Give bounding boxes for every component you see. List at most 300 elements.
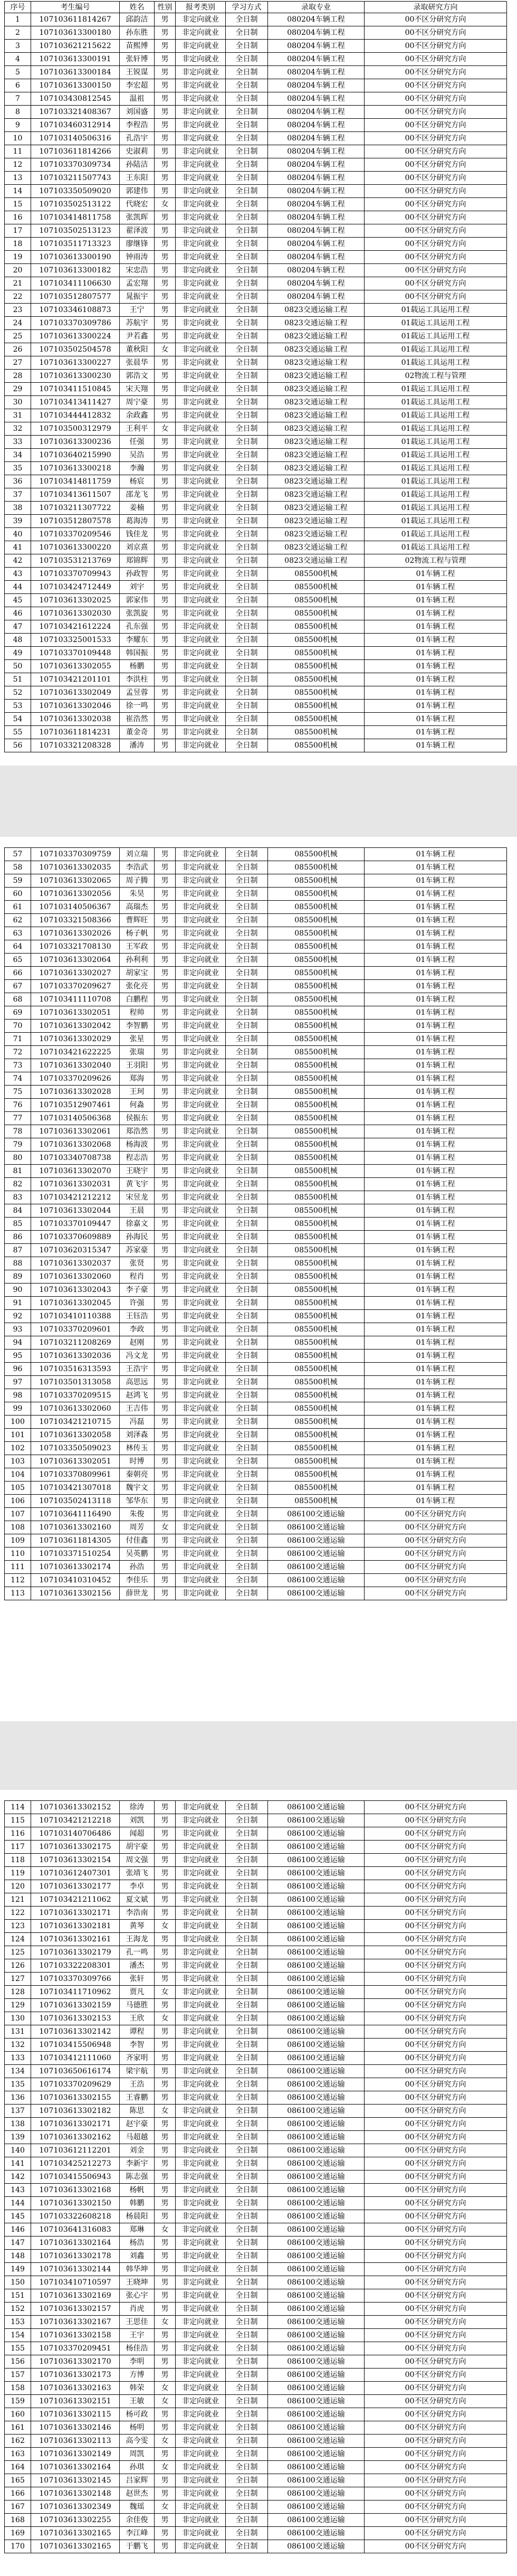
cell-major: 086100交通运输 bbox=[268, 1973, 365, 1986]
table-row bbox=[5, 1814, 507, 1827]
cell-major: 0823交通运输工程 bbox=[268, 541, 365, 554]
cell-direction: 00不区分研究方向 bbox=[365, 1801, 507, 1814]
cell-name: 韩华坤 bbox=[120, 2263, 155, 2276]
cell-direction: 01车辆工程 bbox=[365, 874, 507, 888]
cell-study-mode: 全日制 bbox=[226, 238, 268, 251]
cell-study-mode: 全日制 bbox=[226, 1986, 268, 1999]
cell-gender: 男 bbox=[155, 1363, 176, 1376]
table-row bbox=[5, 1986, 507, 1999]
cell-exam-id: 107103613302113 bbox=[31, 2435, 120, 2448]
cell-exam-id: 107103411106630 bbox=[31, 277, 120, 290]
table-row bbox=[5, 1231, 507, 1244]
cell-exam-id: 107103613300227 bbox=[31, 356, 120, 370]
cell-major: 086100交通运输 bbox=[268, 2408, 365, 2421]
cell-name: 高思远 bbox=[120, 1376, 155, 1389]
cell-direction: 00不区分研究方向 bbox=[365, 13, 507, 26]
table-row bbox=[5, 2474, 507, 2487]
cell-gender: 男 bbox=[155, 475, 176, 488]
cell-gender: 男 bbox=[155, 2157, 176, 2171]
cell-serial: 106 bbox=[5, 1495, 31, 1508]
cell-direction: 01载运工具运用工程 bbox=[365, 528, 507, 541]
cell-exam-id: 107103413611507 bbox=[31, 488, 120, 502]
page-separator bbox=[0, 1721, 517, 1790]
cell-name: 李程浩 bbox=[120, 119, 155, 132]
cell-direction: 01车辆工程 bbox=[365, 1244, 507, 1257]
cell-exam-id: 107103414811759 bbox=[31, 475, 120, 488]
table-row bbox=[5, 568, 507, 581]
cell-study-mode: 全日制 bbox=[226, 1231, 268, 1244]
cell-name: 王欣 bbox=[120, 2012, 155, 2025]
cell-name: 苗熙博 bbox=[120, 40, 155, 53]
cell-gender: 男 bbox=[155, 317, 176, 330]
cell-study-mode: 全日制 bbox=[226, 119, 268, 132]
table-row bbox=[5, 1482, 507, 1495]
cell-serial: 54 bbox=[5, 713, 31, 726]
cell-gender: 男 bbox=[155, 1257, 176, 1270]
cell-major: 0823交通运输工程 bbox=[268, 370, 365, 383]
cell-exam-id: 107103613302029 bbox=[31, 1033, 120, 1046]
cell-study-mode: 全日制 bbox=[226, 888, 268, 901]
cell-serial: 144 bbox=[5, 2197, 31, 2210]
cell-major: 0823交通运输工程 bbox=[268, 304, 365, 317]
cell-study-mode: 全日制 bbox=[226, 2131, 268, 2144]
cell-name: 于鹏飞 bbox=[120, 2540, 155, 2553]
cell-major: 086100交通运输 bbox=[268, 2289, 365, 2303]
cell-name: 方博 bbox=[120, 2369, 155, 2382]
table-row bbox=[5, 436, 507, 449]
cell-exam-id: 107103370309759 bbox=[31, 848, 120, 861]
cell-gender: 男 bbox=[155, 2052, 176, 2065]
cell-serial: 88 bbox=[5, 1257, 31, 1270]
cell-direction: 01载运工具运用工程 bbox=[365, 462, 507, 475]
cell-serial: 132 bbox=[5, 2039, 31, 2052]
cell-major: 086100交通运输 bbox=[268, 2118, 365, 2131]
header-cell: 姓名 bbox=[120, 2, 155, 13]
cell-gender: 男 bbox=[155, 1033, 176, 1046]
cell-name: 余政鑫 bbox=[120, 409, 155, 422]
cell-exam-id: 107103511713323 bbox=[31, 238, 120, 251]
cell-direction: 00不区分研究方向 bbox=[365, 2395, 507, 2408]
cell-gender: 男 bbox=[155, 2369, 176, 2382]
cell-direction: 01车辆工程 bbox=[365, 1363, 507, 1376]
cell-category: 非定向就业 bbox=[176, 2012, 226, 2025]
cell-exam-id: 107103613302142 bbox=[31, 2025, 120, 2039]
cell-study-mode: 全日制 bbox=[226, 1920, 268, 1933]
cell-direction: 00不区分研究方向 bbox=[365, 1841, 507, 1854]
cell-major: 085500机械 bbox=[268, 1006, 365, 1020]
cell-major: 085500机械 bbox=[268, 686, 365, 700]
cell-gender: 女 bbox=[155, 1521, 176, 1534]
cell-major: 086100交通运输 bbox=[268, 2157, 365, 2171]
cell-study-mode: 全日制 bbox=[226, 2052, 268, 2065]
cell-gender: 女 bbox=[155, 2223, 176, 2237]
cell-serial: 84 bbox=[5, 1204, 31, 1218]
cell-direction: 00不区分研究方向 bbox=[365, 211, 507, 224]
cell-study-mode: 全日制 bbox=[226, 515, 268, 528]
cell-name: 张瑞 bbox=[120, 1046, 155, 1059]
cell-direction: 01载运工具运用工程 bbox=[365, 488, 507, 502]
cell-category: 非定向就业 bbox=[176, 422, 226, 436]
cell-name: 高瑞杰 bbox=[120, 901, 155, 914]
cell-name: 邹华东 bbox=[120, 1495, 155, 1508]
cell-direction: 01载运工具运用工程 bbox=[365, 330, 507, 343]
cell-study-mode: 全日制 bbox=[226, 1363, 268, 1376]
cell-serial: 1 bbox=[5, 13, 31, 26]
cell-serial: 64 bbox=[5, 940, 31, 954]
cell-name: 孙利利 bbox=[120, 954, 155, 967]
cell-direction: 01车辆工程 bbox=[365, 901, 507, 914]
table-row bbox=[5, 1244, 507, 1257]
table-row bbox=[5, 1020, 507, 1033]
cell-exam-id: 107103350509023 bbox=[31, 1442, 120, 1455]
cell-direction: 01车辆工程 bbox=[365, 954, 507, 967]
cell-category: 非定向就业 bbox=[176, 2105, 226, 2118]
cell-name: 杨明 bbox=[120, 2421, 155, 2435]
cell-direction: 01车辆工程 bbox=[365, 1482, 507, 1495]
cell-major: 086100交通运输 bbox=[268, 2527, 365, 2540]
cell-direction: 01车辆工程 bbox=[365, 1112, 507, 1125]
cell-category: 非定向就业 bbox=[176, 277, 226, 290]
cell-major: 086100交通运输 bbox=[268, 1801, 365, 1814]
cell-name: 王东阳 bbox=[120, 172, 155, 185]
table-row bbox=[5, 980, 507, 993]
cell-serial: 40 bbox=[5, 528, 31, 541]
cell-direction: 01车辆工程 bbox=[365, 980, 507, 993]
cell-direction: 01车辆工程 bbox=[365, 647, 507, 660]
cell-serial: 31 bbox=[5, 409, 31, 422]
cell-gender: 男 bbox=[155, 185, 176, 198]
cell-exam-id: 107103371510254 bbox=[31, 1548, 120, 1561]
cell-major: 086100交通运输 bbox=[268, 2369, 365, 2382]
cell-study-mode: 全日制 bbox=[226, 475, 268, 488]
cell-gender: 男 bbox=[155, 2039, 176, 2052]
cell-serial: 162 bbox=[5, 2435, 31, 2448]
cell-gender: 男 bbox=[155, 1973, 176, 1986]
cell-name: 张星 bbox=[120, 1033, 155, 1046]
cell-direction: 01车辆工程 bbox=[365, 993, 507, 1006]
cell-study-mode: 全日制 bbox=[226, 634, 268, 647]
cell-serial: 110 bbox=[5, 1548, 31, 1561]
cell-direction: 00不区分研究方向 bbox=[365, 2184, 507, 2197]
cell-exam-id: 107103613302065 bbox=[31, 874, 120, 888]
cell-direction: 01车辆工程 bbox=[365, 1125, 507, 1138]
table-row bbox=[5, 2184, 507, 2197]
cell-exam-id: 107103613302151 bbox=[31, 2395, 120, 2408]
cell-direction: 01载运工具运用工程 bbox=[365, 383, 507, 396]
cell-study-mode: 全日制 bbox=[226, 79, 268, 92]
header-cell: 报考类别 bbox=[176, 2, 226, 13]
cell-category: 非定向就业 bbox=[176, 290, 226, 304]
cell-category: 非定向就业 bbox=[176, 1244, 226, 1257]
cell-category: 非定向就业 bbox=[176, 1880, 226, 1893]
cell-category: 非定向就业 bbox=[176, 475, 226, 488]
cell-gender: 男 bbox=[155, 1270, 176, 1284]
cell-category: 非定向就业 bbox=[176, 1006, 226, 1020]
cell-name: 周子腾 bbox=[120, 874, 155, 888]
cell-exam-id: 107103613302060 bbox=[31, 1402, 120, 1416]
cell-direction: 01车辆工程 bbox=[365, 1165, 507, 1178]
cell-direction: 00不区分研究方向 bbox=[365, 2157, 507, 2171]
cell-exam-id: 107103613302044 bbox=[31, 1204, 120, 1218]
cell-exam-id: 107103502504578 bbox=[31, 343, 120, 356]
cell-gender: 男 bbox=[155, 1468, 176, 1482]
cell-major: 0823交通运输工程 bbox=[268, 462, 365, 475]
cell-study-mode: 全日制 bbox=[226, 993, 268, 1006]
cell-exam-id: 107103421622225 bbox=[31, 1046, 120, 1059]
table-row bbox=[5, 1801, 507, 1814]
cell-name: 邱韵洁 bbox=[120, 13, 155, 26]
table-row bbox=[5, 2131, 507, 2144]
cell-category: 非定向就业 bbox=[176, 488, 226, 502]
cell-major: 085500机械 bbox=[268, 1416, 365, 1429]
cell-category: 非定向就业 bbox=[176, 26, 226, 40]
cell-gender: 男 bbox=[155, 927, 176, 940]
cell-exam-id: 107103613302049 bbox=[31, 686, 120, 700]
cell-name: 郭家伟 bbox=[120, 594, 155, 607]
cell-direction: 00不区分研究方向 bbox=[365, 2316, 507, 2329]
table-row bbox=[5, 2461, 507, 2474]
cell-study-mode: 全日制 bbox=[226, 2276, 268, 2289]
cell-category: 非定向就业 bbox=[176, 330, 226, 343]
cell-study-mode: 全日制 bbox=[226, 620, 268, 634]
cell-study-mode: 全日制 bbox=[226, 1204, 268, 1218]
table-row bbox=[5, 1827, 507, 1841]
cell-gender: 男 bbox=[155, 568, 176, 581]
table-row bbox=[5, 238, 507, 251]
cell-category: 非定向就业 bbox=[176, 92, 226, 106]
cell-major: 085500机械 bbox=[268, 1191, 365, 1204]
cell-gender: 男 bbox=[155, 2527, 176, 2540]
table-row bbox=[5, 1959, 507, 1973]
cell-study-mode: 全日制 bbox=[226, 224, 268, 238]
table-row bbox=[5, 647, 507, 660]
cell-study-mode: 全日制 bbox=[226, 2540, 268, 2553]
cell-serial: 78 bbox=[5, 1125, 31, 1138]
cell-category: 非定向就业 bbox=[176, 304, 226, 317]
cell-name: 李浩南 bbox=[120, 1907, 155, 1920]
header-cell: 学习方式 bbox=[226, 2, 268, 13]
cell-serial: 8 bbox=[5, 106, 31, 119]
cell-gender: 男 bbox=[155, 1310, 176, 1323]
cell-category: 非定向就业 bbox=[176, 2382, 226, 2395]
cell-study-mode: 全日制 bbox=[226, 1933, 268, 1946]
cell-name: 王睿鹏 bbox=[120, 2091, 155, 2105]
cell-serial: 122 bbox=[5, 1907, 31, 1920]
cell-direction: 00不区分研究方向 bbox=[365, 251, 507, 264]
cell-serial: 61 bbox=[5, 901, 31, 914]
cell-major: 0823交通运输工程 bbox=[268, 383, 365, 396]
cell-gender: 男 bbox=[155, 79, 176, 92]
cell-study-mode: 全日制 bbox=[226, 13, 268, 26]
cell-name: 闻超 bbox=[120, 1827, 155, 1841]
cell-gender: 男 bbox=[155, 888, 176, 901]
cell-study-mode: 全日制 bbox=[226, 2025, 268, 2039]
cell-exam-id: 107103613302154 bbox=[31, 1854, 120, 1867]
cell-major: 086100交通运输 bbox=[268, 1959, 365, 1973]
cell-serial: 127 bbox=[5, 1973, 31, 1986]
cell-major: 086100交通运输 bbox=[268, 2250, 365, 2263]
cell-gender: 男 bbox=[155, 554, 176, 568]
cell-major: 086100交通运输 bbox=[268, 2487, 365, 2500]
cell-exam-id: 107103370209626 bbox=[31, 1072, 120, 1086]
cell-serial: 140 bbox=[5, 2144, 31, 2157]
cell-gender: 女 bbox=[155, 2316, 176, 2329]
cell-category: 非定向就业 bbox=[176, 2210, 226, 2223]
cell-exam-id: 107103613302156 bbox=[31, 1587, 120, 1600]
cell-serial: 126 bbox=[5, 1959, 31, 1973]
cell-major: 086100交通运输 bbox=[268, 2105, 365, 2118]
cell-category: 非定向就业 bbox=[176, 2316, 226, 2329]
cell-exam-id: 107103502413118 bbox=[31, 1495, 120, 1508]
cell-name: 付佳鑫 bbox=[120, 1534, 155, 1548]
cell-name: 周宁豪 bbox=[120, 396, 155, 409]
cell-name: 余佳俊 bbox=[120, 2514, 155, 2527]
cell-name: 郑琳 bbox=[120, 2223, 155, 2237]
cell-exam-id: 107103502513122 bbox=[31, 198, 120, 211]
cell-category: 非定向就业 bbox=[176, 554, 226, 568]
cell-exam-id: 107103512907461 bbox=[31, 1099, 120, 1112]
cell-direction: 00不区分研究方向 bbox=[365, 2210, 507, 2223]
cell-direction: 01车辆工程 bbox=[365, 940, 507, 954]
cell-direction: 01车辆工程 bbox=[365, 739, 507, 752]
cell-exam-id: 107103613302150 bbox=[31, 2197, 120, 2210]
cell-name: 李耀东 bbox=[120, 634, 155, 647]
cell-direction: 00不区分研究方向 bbox=[365, 132, 507, 145]
cell-gender: 男 bbox=[155, 1933, 176, 1946]
cell-study-mode: 全日制 bbox=[226, 1416, 268, 1429]
cell-category: 非定向就业 bbox=[176, 132, 226, 145]
cell-direction: 01车辆工程 bbox=[365, 1059, 507, 1072]
cell-study-mode: 全日制 bbox=[226, 2144, 268, 2157]
cell-study-mode: 全日制 bbox=[226, 1033, 268, 1046]
cell-category: 非定向就业 bbox=[176, 1959, 226, 1973]
table-row bbox=[5, 1006, 507, 1020]
cell-category: 非定向就业 bbox=[176, 106, 226, 119]
cell-exam-id: 107103425212273 bbox=[31, 2157, 120, 2171]
cell-name: 孟昱蓉 bbox=[120, 686, 155, 700]
cell-exam-id: 107103613302060 bbox=[31, 1270, 120, 1284]
cell-major: 0823交通运输工程 bbox=[268, 396, 365, 409]
cell-category: 非定向就业 bbox=[176, 1046, 226, 1059]
cell-exam-id: 107103411510845 bbox=[31, 383, 120, 396]
table-row bbox=[5, 1336, 507, 1350]
table-body bbox=[5, 1801, 507, 2553]
cell-serial: 21 bbox=[5, 277, 31, 290]
cell-exam-id: 107103613302159 bbox=[31, 1999, 120, 2012]
cell-direction: 01车辆工程 bbox=[365, 1310, 507, 1323]
cell-name: 孙海民 bbox=[120, 1231, 155, 1244]
table-row bbox=[5, 2342, 507, 2355]
cell-direction: 00不区分研究方向 bbox=[365, 158, 507, 172]
cell-direction: 01车辆工程 bbox=[365, 1191, 507, 1204]
cell-direction: 01车辆工程 bbox=[365, 1086, 507, 1099]
cell-study-mode: 全日制 bbox=[226, 2500, 268, 2514]
cell-exam-id: 107103410710597 bbox=[31, 2276, 120, 2289]
cell-direction: 01车辆工程 bbox=[365, 1231, 507, 1244]
table-row bbox=[5, 927, 507, 940]
table-row bbox=[5, 1587, 507, 1600]
cell-category: 非定向就业 bbox=[176, 1854, 226, 1867]
cell-major: 085500机械 bbox=[268, 1152, 365, 1165]
cell-exam-id: 107103613302055 bbox=[31, 660, 120, 673]
cell-exam-id: 107103613302181 bbox=[31, 1920, 120, 1933]
cell-category: 非定向就业 bbox=[176, 1138, 226, 1152]
cell-serial: 74 bbox=[5, 1072, 31, 1086]
table-row bbox=[5, 1442, 507, 1455]
cell-exam-id: 107103613302144 bbox=[31, 2263, 120, 2276]
cell-exam-id: 107103613300184 bbox=[31, 66, 120, 79]
cell-category: 非定向就业 bbox=[176, 1165, 226, 1178]
cell-gender: 男 bbox=[155, 1827, 176, 1841]
cell-study-mode: 全日制 bbox=[226, 1801, 268, 1814]
cell-exam-id: 107103621215622 bbox=[31, 40, 120, 53]
cell-name: 张晨华 bbox=[120, 356, 155, 370]
cell-category: 非定向就业 bbox=[176, 954, 226, 967]
cell-major: 085500机械 bbox=[268, 594, 365, 607]
table-body bbox=[5, 13, 507, 752]
table-row bbox=[5, 1204, 507, 1218]
cell-direction: 01车辆工程 bbox=[365, 1323, 507, 1336]
cell-exam-id: 107103613300182 bbox=[31, 264, 120, 277]
cell-exam-id: 107103325001533 bbox=[31, 634, 120, 647]
cell-direction: 01载运工具运用工程 bbox=[365, 396, 507, 409]
cell-study-mode: 全日制 bbox=[226, 2369, 268, 2382]
cell-major: 086100交通运输 bbox=[268, 2197, 365, 2210]
cell-direction: 00不区分研究方向 bbox=[365, 1986, 507, 1999]
cell-study-mode: 全日制 bbox=[226, 594, 268, 607]
cell-serial: 5 bbox=[5, 66, 31, 79]
cell-major: 080204车辆工程 bbox=[268, 290, 365, 304]
cell-direction: 00不区分研究方向 bbox=[365, 2025, 507, 2039]
cell-exam-id: 107103211507743 bbox=[31, 172, 120, 185]
cell-study-mode: 全日制 bbox=[226, 1495, 268, 1508]
cell-exam-id: 107103613302037 bbox=[31, 1257, 120, 1270]
table-row bbox=[5, 874, 507, 888]
cell-exam-id: 107103613302152 bbox=[31, 1801, 120, 1814]
cell-exam-id: 107103613302025 bbox=[31, 594, 120, 607]
cell-major: 086100交通运输 bbox=[268, 2237, 365, 2250]
cell-major: 085500机械 bbox=[268, 1125, 365, 1138]
cell-gender: 男 bbox=[155, 449, 176, 462]
cell-serial: 107 bbox=[5, 1508, 31, 1521]
cell-study-mode: 全日制 bbox=[226, 172, 268, 185]
cell-category: 非定向就业 bbox=[176, 739, 226, 752]
cell-direction: 01车辆工程 bbox=[365, 1376, 507, 1389]
cell-category: 非定向就业 bbox=[176, 2474, 226, 2487]
cell-study-mode: 全日制 bbox=[226, 713, 268, 726]
cell-major: 085500机械 bbox=[268, 954, 365, 967]
cell-serial: 133 bbox=[5, 2052, 31, 2065]
cell-exam-id: 107103414811758 bbox=[31, 211, 120, 224]
cell-direction: 00不区分研究方向 bbox=[365, 2065, 507, 2078]
cell-gender: 男 bbox=[155, 2448, 176, 2461]
cell-category: 非定向就业 bbox=[176, 1059, 226, 1072]
cell-name: 王敏 bbox=[120, 2395, 155, 2408]
cell-exam-id: 107103613302157 bbox=[31, 2303, 120, 2316]
cell-category: 非定向就业 bbox=[176, 713, 226, 726]
cell-gender: 男 bbox=[155, 2355, 176, 2369]
cell-category: 非定向就业 bbox=[176, 2157, 226, 2171]
cell-major: 085500机械 bbox=[268, 1270, 365, 1284]
cell-category: 非定向就业 bbox=[176, 2289, 226, 2303]
table-row bbox=[5, 1854, 507, 1867]
cell-exam-id: 107103413411427 bbox=[31, 396, 120, 409]
cell-name: 杨晨阳 bbox=[120, 2210, 155, 2223]
table-row bbox=[5, 475, 507, 488]
cell-name: 冯文龙 bbox=[120, 1350, 155, 1363]
cell-name: 周芳 bbox=[120, 1521, 155, 1534]
cell-study-mode: 全日制 bbox=[226, 1548, 268, 1561]
